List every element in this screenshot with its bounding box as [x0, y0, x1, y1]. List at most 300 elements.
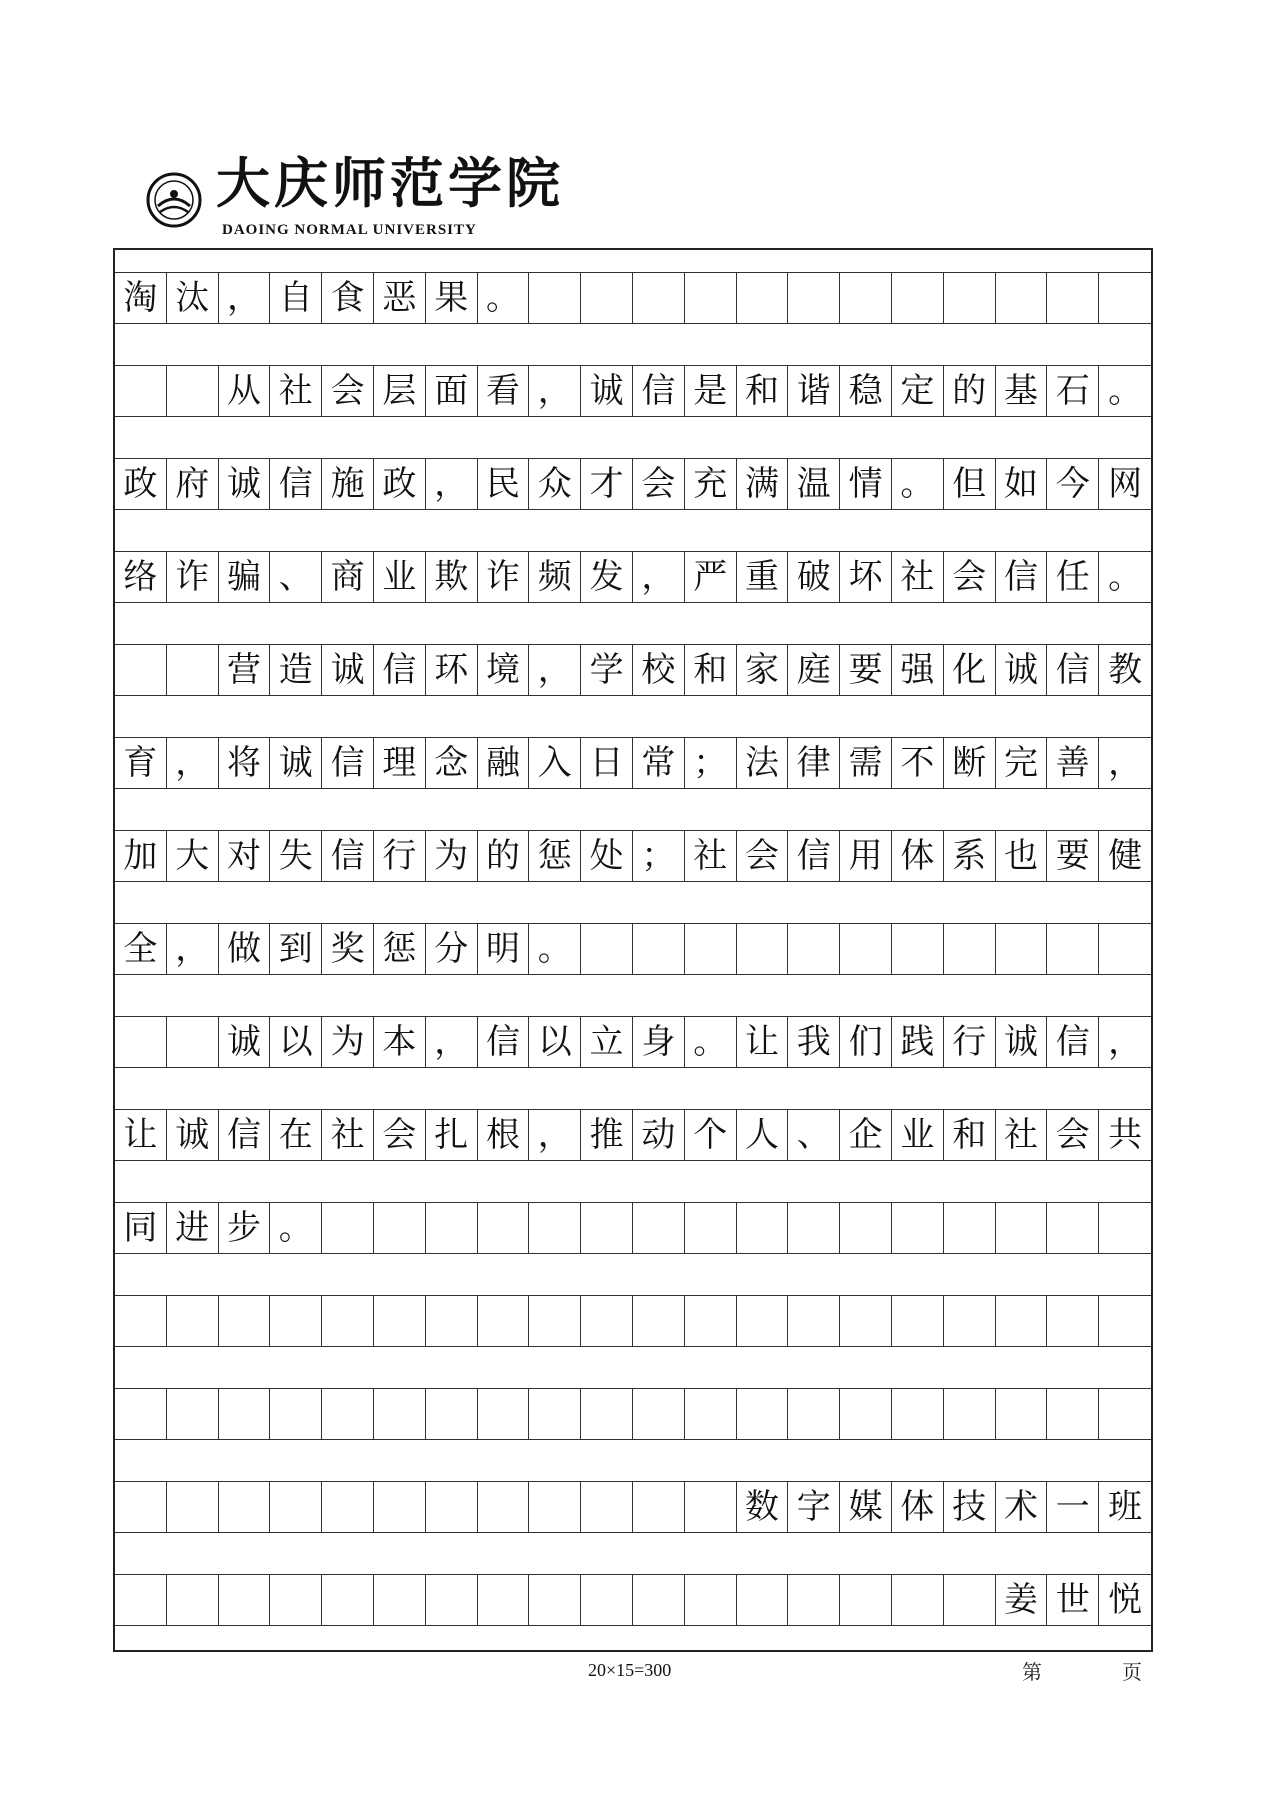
grid-cell	[219, 1296, 271, 1346]
grid-cell: 善	[1047, 738, 1099, 788]
grid-cell: 行	[944, 1017, 996, 1067]
grid-cell	[633, 1296, 685, 1346]
grid-cell: 、	[788, 1110, 840, 1160]
page-number-prefix: 第	[1022, 1660, 1042, 1684]
grid-cell: 。	[478, 273, 530, 323]
grid-cell	[374, 1203, 426, 1253]
grid-cell: 全	[115, 924, 167, 974]
grid-cell: 社	[685, 831, 737, 881]
grid-cell	[1047, 1296, 1099, 1346]
grid-cell: 化	[944, 645, 996, 695]
grid-cell	[1099, 273, 1151, 323]
grid-cell: 境	[478, 645, 530, 695]
grid-cell: 诚	[996, 1017, 1048, 1067]
grid-cell	[270, 1389, 322, 1439]
grid-cell	[1099, 1296, 1151, 1346]
grid-cell: ，	[426, 459, 478, 509]
grid-cell: 不	[892, 738, 944, 788]
grid-cell	[478, 1389, 530, 1439]
grid-row	[115, 830, 1151, 882]
grid-row	[115, 1295, 1151, 1347]
grid-cell	[737, 1389, 789, 1439]
grid-cell	[322, 1575, 374, 1625]
grid-cell: 诚	[996, 645, 1048, 695]
grid-cell	[426, 1389, 478, 1439]
grid-cell: 充	[685, 459, 737, 509]
grid-cell	[840, 1575, 892, 1625]
grid-cell	[892, 1296, 944, 1346]
grid-cell: 要	[1047, 831, 1099, 881]
grid-cell: 信	[322, 738, 374, 788]
grid-cell	[1099, 1203, 1151, 1253]
grid-cell: 学	[581, 645, 633, 695]
grid-cell	[426, 1482, 478, 1532]
grid-cell: 。	[529, 924, 581, 974]
grid-cell: 诚	[219, 459, 271, 509]
grid-cell	[944, 273, 996, 323]
grid-cell: 步	[219, 1203, 271, 1253]
grid-cell: 会	[322, 366, 374, 416]
grid-cell: 要	[840, 645, 892, 695]
grid-cell: 社	[322, 1110, 374, 1160]
grid-row	[115, 923, 1151, 975]
grid-cell: ，	[219, 273, 271, 323]
grid-cell: 但	[944, 459, 996, 509]
grid-cell: 我	[788, 1017, 840, 1067]
grid-cell: 淘	[115, 273, 167, 323]
grid-cell: 果	[426, 273, 478, 323]
grid-cell: 法	[737, 738, 789, 788]
grid-cell: 网	[1108, 464, 1143, 504]
grid-row	[115, 737, 1151, 789]
grid-row	[115, 1016, 1151, 1068]
grid-cell: 们	[840, 1017, 892, 1067]
university-seal-logo	[146, 172, 202, 228]
grid-cell: 系	[944, 831, 996, 881]
grid-cell: 政	[374, 459, 426, 509]
page-number-suffix: 页	[1122, 1660, 1142, 1684]
grid-cell	[374, 1482, 426, 1532]
grid-cell	[581, 924, 633, 974]
grid-row	[115, 1109, 1151, 1161]
grid-cell: 众	[529, 459, 581, 509]
grid-cell	[788, 1389, 840, 1439]
grid-cell	[529, 1575, 581, 1625]
grid-cell: 满	[737, 459, 789, 509]
grid-cell: 为	[426, 831, 478, 881]
grid-cell	[322, 1389, 374, 1439]
grid-cell	[167, 1575, 219, 1625]
grid-row	[115, 365, 1151, 417]
grid-cell	[581, 273, 633, 323]
grid-cell: 造	[270, 645, 322, 695]
grid-cell	[996, 1389, 1048, 1439]
grid-cell: 情	[840, 459, 892, 509]
grid-cell	[685, 1203, 737, 1253]
grid-cell: 健	[1108, 836, 1143, 876]
grid-cell: 社	[996, 1110, 1048, 1160]
grid-cell: 民	[478, 459, 530, 509]
grid-cell	[944, 1296, 996, 1346]
grid-cell	[478, 1296, 530, 1346]
grid-cell	[115, 1482, 167, 1532]
grid-cell: 字	[788, 1482, 840, 1532]
grid-cell: 本	[374, 1017, 426, 1067]
grid-cell	[737, 1296, 789, 1346]
grid-cell: 信	[633, 366, 685, 416]
grid-cell: 诈	[167, 552, 219, 602]
grid-cell: 谐	[788, 366, 840, 416]
grid-cell	[892, 924, 944, 974]
grid-cell: ，	[1108, 1022, 1143, 1062]
grid-cell	[633, 1389, 685, 1439]
grid-cell	[1047, 924, 1099, 974]
grid-cell: 频	[529, 552, 581, 602]
grid-cell: 重	[737, 552, 789, 602]
grid-cell: 同	[115, 1203, 167, 1253]
grid-cell	[633, 924, 685, 974]
grid-cell: 信	[374, 645, 426, 695]
grid-cell	[788, 924, 840, 974]
grid-cell: 信	[219, 1110, 271, 1160]
grid-cell: 共	[1108, 1115, 1143, 1155]
grid-cell	[581, 1203, 633, 1253]
grid-cell: 融	[478, 738, 530, 788]
grid-row	[115, 1202, 1151, 1254]
grid-cell: 根	[478, 1110, 530, 1160]
grid-cell	[322, 1203, 374, 1253]
grid-cell: 企	[840, 1110, 892, 1160]
grid-row	[115, 458, 1151, 510]
grid-cell: 和	[944, 1110, 996, 1160]
grid-cell: 分	[426, 924, 478, 974]
grid-cell	[167, 645, 219, 695]
grid-cell: 的	[944, 366, 996, 416]
grid-cell: 任	[1047, 552, 1099, 602]
grid-cell: 诚	[219, 1017, 271, 1067]
grid-cell: 育	[115, 738, 167, 788]
grid-cell: 律	[788, 738, 840, 788]
grid-cell	[529, 273, 581, 323]
grid-cell: 信	[996, 552, 1048, 602]
grid-row	[115, 644, 1151, 696]
grid-cell: 数	[737, 1482, 789, 1532]
grid-cell: 在	[270, 1110, 322, 1160]
grid-cell	[633, 273, 685, 323]
grid-cell: 人	[737, 1110, 789, 1160]
grid-cell	[167, 1389, 219, 1439]
grid-cell: ；	[633, 831, 685, 881]
grid-cell	[840, 1296, 892, 1346]
grid-cell: 业	[374, 552, 426, 602]
grid-cell	[478, 1575, 530, 1625]
grid-cell	[892, 1203, 944, 1253]
university-name-en: DAOING NORMAL UNIVERSITY	[222, 222, 477, 238]
grid-cell: 以	[270, 1017, 322, 1067]
grid-cell	[737, 924, 789, 974]
grid-cell: 庭	[788, 645, 840, 695]
grid-cell: 大	[167, 831, 219, 881]
grid-cell	[840, 273, 892, 323]
grid-cell: 世	[1047, 1575, 1099, 1625]
grid-cell: 体	[892, 831, 944, 881]
grid-cell	[529, 1203, 581, 1253]
grid-cell	[115, 366, 167, 416]
grid-cell: 对	[219, 831, 271, 881]
grid-cell	[685, 1482, 737, 1532]
grid-cell: 动	[633, 1110, 685, 1160]
grid-cell	[996, 273, 1048, 323]
grid-cell: 欺	[426, 552, 478, 602]
grid-cell	[892, 273, 944, 323]
grid-cell: 才	[581, 459, 633, 509]
grid-cell	[581, 1575, 633, 1625]
grid-cell	[633, 1203, 685, 1253]
grid-cell: ，	[167, 924, 219, 974]
grid-cell: 会	[374, 1110, 426, 1160]
grid-cell: 食	[322, 273, 374, 323]
grid-cell	[581, 1389, 633, 1439]
grid-capacity-label: 20×15=300	[588, 1660, 672, 1680]
grid-cell: 以	[529, 1017, 581, 1067]
grid-cell: 看	[478, 366, 530, 416]
grid-cell	[840, 1389, 892, 1439]
grid-cell	[633, 1482, 685, 1532]
grid-cell: 破	[788, 552, 840, 602]
grid-cell: ，	[426, 1017, 478, 1067]
grid-cell	[529, 1296, 581, 1346]
grid-cell: 也	[996, 831, 1048, 881]
grid-cell: 温	[788, 459, 840, 509]
grid-cell	[737, 1575, 789, 1625]
grid-cell: 扎	[426, 1110, 478, 1160]
grid-cell	[944, 1389, 996, 1439]
grid-cell: 身	[633, 1017, 685, 1067]
grid-row	[115, 1481, 1151, 1533]
grid-cell: 会	[1047, 1110, 1099, 1160]
grid-cell: 念	[426, 738, 478, 788]
grid-cell: 技	[944, 1482, 996, 1532]
grid-cell	[529, 1389, 581, 1439]
grid-cell	[944, 924, 996, 974]
grid-cell: 惩	[529, 831, 581, 881]
grid-cell	[167, 1017, 219, 1067]
grid-cell: 日	[581, 738, 633, 788]
grid-cell: 理	[374, 738, 426, 788]
grid-cell: 会	[633, 459, 685, 509]
grid-row	[115, 1388, 1151, 1440]
grid-cell	[322, 1296, 374, 1346]
grid-cell: ，	[529, 366, 581, 416]
grid-cell: 体	[892, 1482, 944, 1532]
grid-cell	[167, 1296, 219, 1346]
grid-cell: 严	[685, 552, 737, 602]
grid-cell: 术	[996, 1482, 1048, 1532]
grid-cell: 信	[1047, 645, 1099, 695]
grid-cell: 常	[633, 738, 685, 788]
grid-cell: 需	[840, 738, 892, 788]
grid-cell: ，	[167, 738, 219, 788]
grid-cell: 进	[167, 1203, 219, 1253]
grid-cell: 络	[115, 552, 167, 602]
grid-cell	[426, 1575, 478, 1625]
grid-cell	[115, 1389, 167, 1439]
grid-cell: 石	[1047, 366, 1099, 416]
grid-cell	[685, 924, 737, 974]
grid-cell: 。	[892, 459, 944, 509]
grid-cell	[219, 1575, 271, 1625]
grid-cell: 家	[737, 645, 789, 695]
grid-cell: 从	[219, 366, 271, 416]
grid-cell: 加	[115, 831, 167, 881]
grid-cell	[374, 1389, 426, 1439]
grid-cell	[996, 924, 1048, 974]
grid-cell: 诚	[167, 1110, 219, 1160]
grid-cell	[685, 1575, 737, 1625]
grid-cell: 个	[685, 1110, 737, 1160]
grid-cell: 推	[581, 1110, 633, 1160]
grid-cell	[581, 1482, 633, 1532]
grid-cell	[1047, 1389, 1099, 1439]
grid-cell: 和	[685, 645, 737, 695]
grid-cell: 。	[685, 1017, 737, 1067]
grid-cell	[892, 1575, 944, 1625]
grid-cell: 骗	[219, 552, 271, 602]
grid-cell: 让	[115, 1110, 167, 1160]
grid-cell: 、	[270, 552, 322, 602]
grid-cell: 校	[633, 645, 685, 695]
grid-cell	[788, 273, 840, 323]
grid-cell	[892, 1389, 944, 1439]
grid-cell: 奖	[322, 924, 374, 974]
grid-cell: 信	[478, 1017, 530, 1067]
grid-cell	[219, 1389, 271, 1439]
grid-cell	[115, 1017, 167, 1067]
grid-cell: 自	[270, 273, 322, 323]
grid-cell	[1047, 273, 1099, 323]
grid-cell	[1099, 924, 1151, 974]
grid-cell	[322, 1482, 374, 1532]
grid-cell: 姜	[996, 1575, 1048, 1625]
grid-cell	[219, 1482, 271, 1532]
grid-cell: 强	[892, 645, 944, 695]
grid-row	[115, 551, 1151, 603]
grid-cell: 做	[219, 924, 271, 974]
grid-cell	[1047, 1203, 1099, 1253]
grid-cell: 定	[892, 366, 944, 416]
grid-cell	[685, 273, 737, 323]
grid-cell: 立	[581, 1017, 633, 1067]
grid-cell: ，	[529, 645, 581, 695]
grid-cell	[1099, 1389, 1151, 1439]
grid-cell	[374, 1296, 426, 1346]
grid-cell: 用	[840, 831, 892, 881]
grid-cell: 是	[685, 366, 737, 416]
grid-cell: 层	[374, 366, 426, 416]
grid-cell: 面	[426, 366, 478, 416]
grid-cell: 一	[1047, 1482, 1099, 1532]
grid-cell	[944, 1575, 996, 1625]
grid-row	[115, 1574, 1151, 1626]
grid-cell: 社	[270, 366, 322, 416]
grid-cell: 商	[322, 552, 374, 602]
grid-cell: 业	[892, 1110, 944, 1160]
grid-cell: 处	[581, 831, 633, 881]
grid-cell	[270, 1482, 322, 1532]
grid-cell: 信	[1047, 1017, 1099, 1067]
grid-cell: 将	[219, 738, 271, 788]
grid-cell	[944, 1203, 996, 1253]
grid-cell	[478, 1482, 530, 1532]
grid-cell: 为	[322, 1017, 374, 1067]
grid-cell: 今	[1047, 459, 1099, 509]
grid-cell	[840, 1203, 892, 1253]
grid-cell	[788, 1575, 840, 1625]
grid-cell	[167, 1482, 219, 1532]
grid-cell	[581, 1296, 633, 1346]
grid-cell	[737, 273, 789, 323]
grid-cell	[426, 1203, 478, 1253]
grid-cell: 营	[219, 645, 271, 695]
grid-cell	[115, 1296, 167, 1346]
grid-cell: 诚	[322, 645, 374, 695]
grid-cell	[996, 1296, 1048, 1346]
grid-cell	[737, 1203, 789, 1253]
grid-cell: 断	[944, 738, 996, 788]
grid-cell: 惩	[374, 924, 426, 974]
grid-cell: 践	[892, 1017, 944, 1067]
grid-cell: 诚	[581, 366, 633, 416]
grid-cell: 诚	[270, 738, 322, 788]
grid-cell: 发	[581, 552, 633, 602]
grid-cell: 信	[270, 459, 322, 509]
grid-cell	[115, 1575, 167, 1625]
grid-cell: 到	[270, 924, 322, 974]
grid-cell	[374, 1575, 426, 1625]
grid-cell: 教	[1108, 650, 1143, 690]
grid-cell	[478, 1203, 530, 1253]
manuscript-grid	[113, 248, 1153, 1652]
grid-cell	[685, 1296, 737, 1346]
grid-cell: 。	[1108, 371, 1143, 411]
grid-cell: 让	[737, 1017, 789, 1067]
grid-cell: 明	[478, 924, 530, 974]
grid-cell: 会	[737, 831, 789, 881]
grid-cell: ，	[1108, 743, 1143, 783]
grid-cell	[788, 1296, 840, 1346]
grid-cell: 信	[322, 831, 374, 881]
grid-cell	[633, 1575, 685, 1625]
grid-cell	[115, 645, 167, 695]
grid-cell: 恶	[374, 273, 426, 323]
grid-cell: 诈	[478, 552, 530, 602]
grid-cell: 媒	[840, 1482, 892, 1532]
grid-cell: 施	[322, 459, 374, 509]
grid-cell: 失	[270, 831, 322, 881]
grid-cell: 入	[529, 738, 581, 788]
grid-cell: 的	[478, 831, 530, 881]
grid-cell	[685, 1389, 737, 1439]
grid-cell	[270, 1296, 322, 1346]
grid-cell: 汰	[167, 273, 219, 323]
grid-cell: 和	[737, 366, 789, 416]
grid-cell: ；	[685, 738, 737, 788]
grid-cell: ，	[529, 1110, 581, 1160]
grid-cell: 社	[892, 552, 944, 602]
grid-cell: 坏	[840, 552, 892, 602]
university-name-cn: 大庆师范学院	[216, 151, 564, 215]
grid-cell	[529, 1482, 581, 1532]
